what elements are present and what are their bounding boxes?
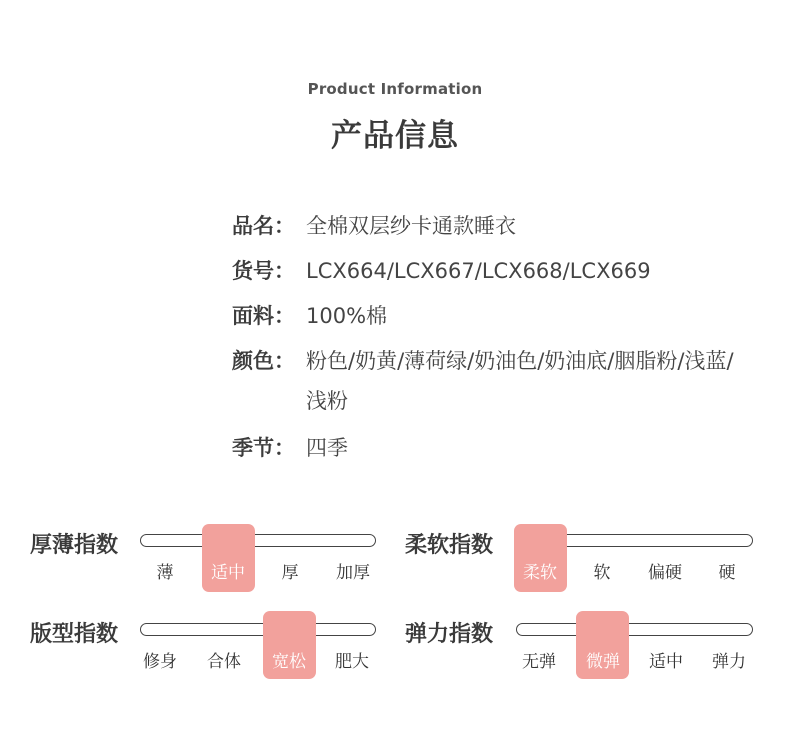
scale-option: 硬 [718, 563, 736, 583]
info-key: 季节： [232, 436, 295, 460]
index-label: 弹力指数 [405, 622, 494, 647]
info-value: 四季 [306, 436, 348, 460]
index-fit [30, 617, 380, 687]
info-value: LCX664/LCX667/LCX668/LCX669 [306, 259, 651, 283]
scale-bar [516, 623, 753, 636]
info-value: 100%棉 [306, 304, 388, 328]
scale-option: 厚 [281, 563, 299, 583]
section-subtitle: Product Information [307, 80, 483, 98]
scale-option: 适中 [649, 652, 683, 672]
scale-option-selected: 宽松 [272, 652, 306, 672]
product-info-list [232, 208, 752, 475]
scale-option: 加厚 [336, 563, 370, 583]
section-title: 产品信息 [331, 118, 459, 154]
info-row-name [232, 208, 752, 244]
scale-option: 软 [593, 563, 611, 583]
scale-option: 肥大 [335, 652, 369, 672]
info-key: 品名： [232, 214, 295, 238]
scale-option: 无弹 [522, 652, 556, 672]
info-key: 面料： [232, 304, 295, 328]
index-label: 版型指数 [30, 622, 119, 647]
info-key: 货号： [232, 259, 295, 283]
scale-option-selected: 柔软 [523, 563, 557, 583]
scale-option-selected: 适中 [211, 563, 245, 583]
info-row-material [232, 298, 752, 334]
index-label: 柔软指数 [405, 533, 494, 558]
info-key: 颜色： [232, 349, 295, 373]
info-value: 粉色/奶黄/薄荷绿/奶油色/奶油底/胭脂粉/浅蓝/浅粉 [306, 349, 734, 413]
index-softness [405, 528, 760, 598]
info-row-color [232, 343, 752, 421]
index-label: 厚薄指数 [30, 533, 119, 558]
scale-option: 合体 [207, 652, 241, 672]
index-thickness [30, 528, 380, 598]
info-row-season [232, 430, 752, 466]
info-value: 全棉双层纱卡通款睡衣 [306, 214, 516, 238]
scale-bar [140, 623, 376, 636]
scale-option: 薄 [156, 563, 174, 583]
scale-option: 偏硬 [648, 563, 682, 583]
scale-option-selected: 微弹 [586, 652, 620, 672]
scale-option: 弹力 [712, 652, 746, 672]
scale-bar [140, 534, 376, 547]
scale-option: 修身 [143, 652, 177, 672]
info-row-sku [232, 253, 752, 289]
index-elasticity [405, 617, 760, 687]
